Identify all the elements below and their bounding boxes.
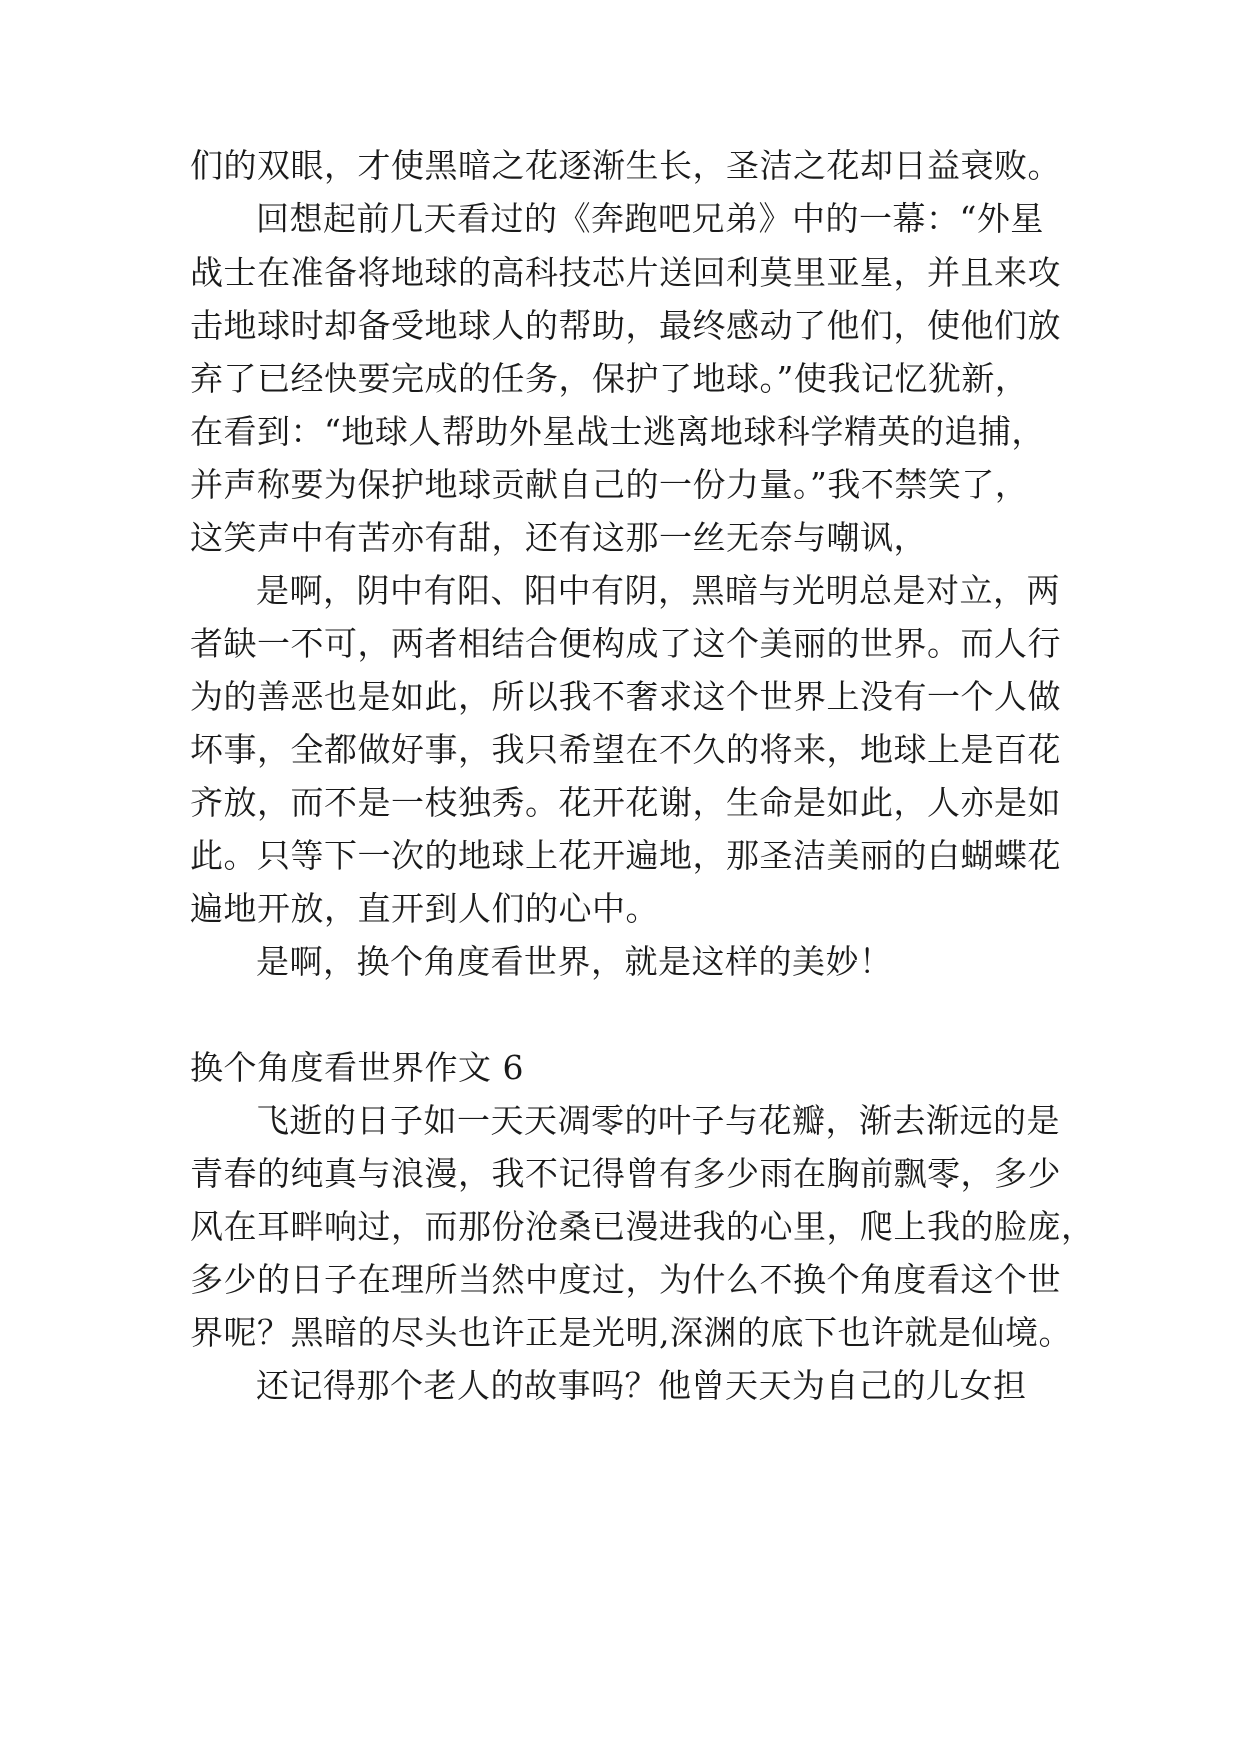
- paragraph-line-7: 并声称要为保护地球贡献自己的一份力量。”我不禁笑了，: [190, 465, 1029, 504]
- paragraph-line-13: 齐放，而不是一枝独秀。花开花谢，生命是如此，人亦是如: [190, 783, 1061, 822]
- paragraph-line-9: 是啊，阴中有阳、阳中有阴，黑暗与光明总是对立，两: [256, 571, 1060, 610]
- paragraph-line-18: 青春的纯真与浪漫，我不记得曾有多少雨在胸前飘零，多少: [190, 1154, 1061, 1193]
- paragraph-line-17: 飞逝的日子如一天天凋零的叶子与花瓣，渐去渐远的是: [256, 1101, 1060, 1140]
- paragraph-line-15: 遍地开放，直开到人们的心中。: [190, 889, 659, 928]
- paragraph-line-22: 还记得那个老人的故事吗？他曾天天为自己的儿女担: [256, 1366, 1027, 1405]
- paragraph-line-2: 回想起前几天看过的《奔跑吧兄弟》中的一幕：“外星: [256, 199, 1044, 238]
- paragraph-line-5: 弃了已经快要完成的任务，保护了地球。”使我记忆犹新，: [190, 359, 1029, 398]
- paragraph-line-1: 们的双眼，才使黑暗之花逐渐生长，圣洁之花却日益衰败。: [190, 146, 1061, 185]
- paragraph-line-19: 风在耳畔响过，而那份沧桑已漫进我的心里，爬上我的脸庞，: [190, 1207, 1095, 1246]
- paragraph-line-14: 此。只等下一次的地球上花开遍地，那圣洁美丽的白蝴蝶花: [190, 836, 1061, 875]
- paragraph-line-8: 这笑声中有苦亦有甜，还有这那一丝无奈与嘲讽，: [190, 518, 927, 557]
- paragraph-line-12: 坏事，全都做好事，我只希望在不久的将来，地球上是百花: [190, 730, 1061, 769]
- paragraph-line-21: 界呢？黑暗的尽头也许正是光明,深渊的底下也许就是仙境。: [190, 1313, 1072, 1352]
- paragraph-line-10: 者缺一不可，两者相结合便构成了这个美丽的世界。而人行: [190, 624, 1061, 663]
- paragraph-line-6: 在看到：“地球人帮助外星战士逃离地球科学精英的追捕，: [190, 412, 1045, 451]
- paragraph-line-11: 为的善恶也是如此，所以我不奢求这个世界上没有一个人做: [190, 677, 1061, 716]
- paragraph-line-20: 多少的日子在理所当然中度过，为什么不换个角度看这个世: [190, 1260, 1061, 1299]
- paragraph-line-3: 战士在准备将地球的高科技芯片送回利莫里亚星，并且来攻: [190, 253, 1061, 292]
- section-heading: 换个角度看世界作文 6: [190, 1048, 524, 1087]
- paragraph-line-16: 是啊，换个角度看世界，就是这样的美妙！: [256, 942, 893, 981]
- paragraph-line-4: 击地球时却备受地球人的帮助，最终感动了他们，使他们放: [190, 306, 1061, 345]
